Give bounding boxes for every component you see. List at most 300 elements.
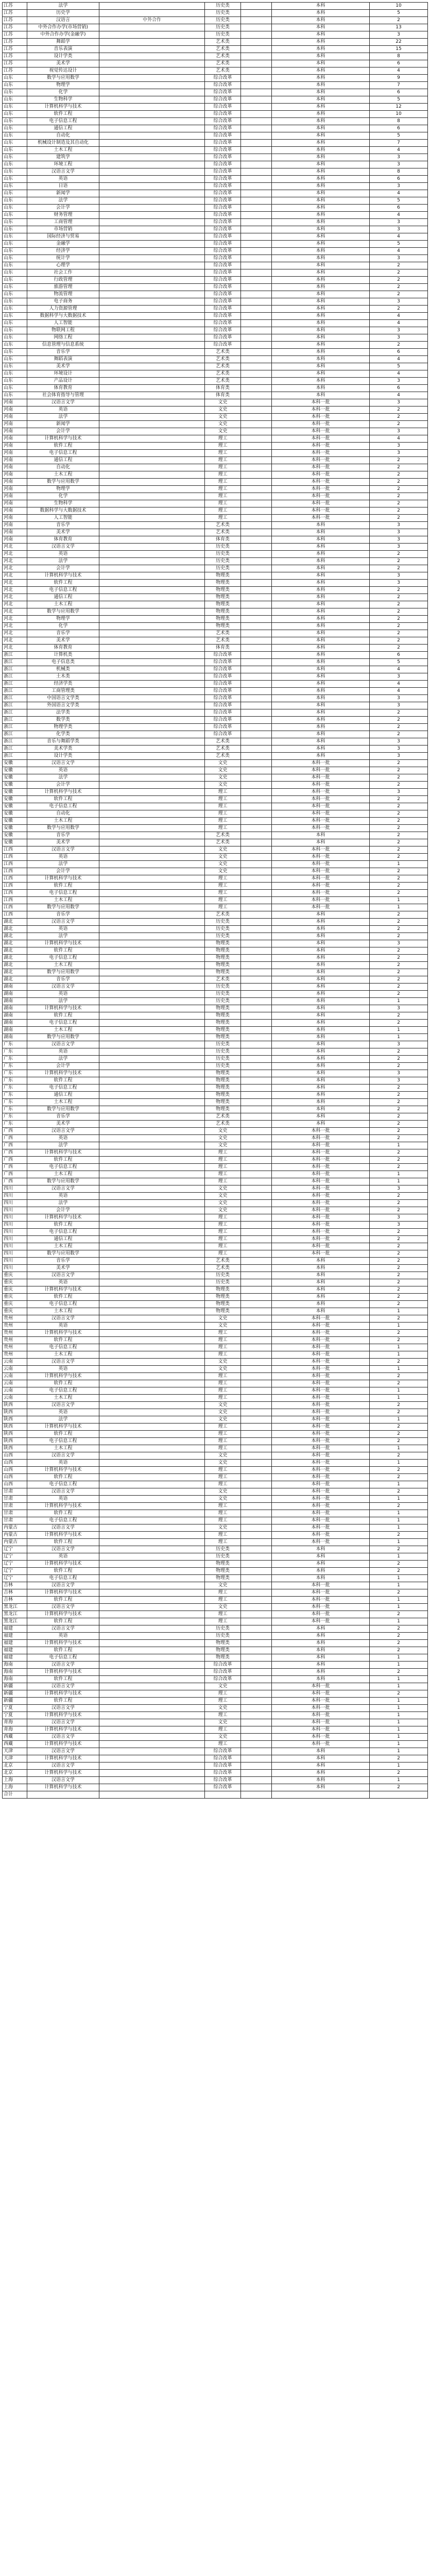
province-cell: 山东 — [3, 205, 27, 212]
major-cell: 美术学 — [27, 363, 99, 370]
category-cell: 综合改革 — [205, 1755, 241, 1762]
batch-cell — [241, 738, 272, 745]
category-cell: 文史 — [205, 1185, 241, 1193]
category-cell: 物理类 — [205, 940, 241, 947]
requirement-cell: 本科一批 — [272, 1438, 370, 1445]
batch-cell — [241, 233, 272, 241]
category-cell: 理工 — [205, 1344, 241, 1351]
table-row — [3, 1286, 428, 1294]
note-cell — [99, 1005, 205, 1012]
batch-cell — [241, 17, 272, 24]
requirement-cell: 本科 — [272, 594, 370, 601]
requirement-cell: 本科 — [272, 255, 370, 262]
requirement-cell: 本科 — [272, 3, 370, 10]
major-cell: 会计学 — [27, 1207, 99, 1214]
category-cell: 综合改革 — [205, 1669, 241, 1676]
major-cell: 数学与应用数学 — [27, 969, 99, 976]
category-cell: 体育类 — [205, 385, 241, 392]
province-cell: 山东 — [3, 255, 27, 262]
plan-count-cell: 2 — [370, 493, 428, 500]
table-row — [3, 738, 428, 745]
category-cell: 理工 — [205, 1229, 241, 1236]
requirement-cell: 本科 — [272, 320, 370, 327]
requirement-cell: 本科 — [272, 370, 370, 378]
category-cell: 物理类 — [205, 587, 241, 594]
table-row — [3, 486, 428, 493]
batch-cell — [241, 1748, 272, 1755]
table-row — [3, 1207, 428, 1214]
requirement-cell: 本科 — [272, 183, 370, 190]
category-cell: 理工 — [205, 1178, 241, 1185]
requirement-cell: 本科一批 — [272, 825, 370, 832]
major-cell: 汉语言文学 — [27, 399, 99, 406]
table-row — [3, 1301, 428, 1308]
plan-count-cell: 6 — [370, 205, 428, 212]
major-cell: 计算机科学与技术 — [27, 1770, 99, 1777]
province-cell: 山东 — [3, 147, 27, 154]
plan-count-cell: 4 — [370, 67, 428, 75]
requirement-cell: 本科 — [272, 645, 370, 652]
plan-count-cell: 3 — [370, 695, 428, 702]
plan-count-cell: 2 — [370, 832, 428, 839]
note-cell — [99, 789, 205, 796]
requirement-cell: 本科 — [272, 46, 370, 53]
province-cell: 浙江 — [3, 695, 27, 702]
batch-cell — [241, 1048, 272, 1056]
requirement-cell: 本科 — [272, 53, 370, 60]
requirement-cell: 本科 — [272, 1676, 370, 1683]
province-cell: 合计 — [3, 1791, 27, 1799]
major-cell: 电子信息工程 — [27, 803, 99, 810]
batch-cell — [241, 551, 272, 558]
category-cell: 理工 — [205, 875, 241, 883]
category-cell: 物理类 — [205, 580, 241, 587]
note-cell — [99, 608, 205, 616]
batch-cell — [241, 342, 272, 349]
note-cell — [99, 580, 205, 587]
category-cell: 文史 — [205, 1460, 241, 1467]
province-cell: 江苏 — [3, 67, 27, 75]
plan-count-cell: 3 — [370, 443, 428, 450]
note-cell — [99, 1452, 205, 1460]
province-cell: 山东 — [3, 363, 27, 370]
major-cell: 音乐学 — [27, 630, 99, 637]
note-cell — [99, 1726, 205, 1734]
plan-count-cell: 1 — [370, 998, 428, 1005]
major-cell: 汉语言文学 — [27, 1488, 99, 1496]
note-cell — [99, 306, 205, 313]
province-cell: 河南 — [3, 507, 27, 515]
category-cell: 艺术类 — [205, 1121, 241, 1128]
plan-count-cell: 1 — [370, 1705, 428, 1712]
province-cell: 四川 — [3, 1200, 27, 1207]
province-cell: 湖北 — [3, 976, 27, 984]
batch-cell — [241, 1142, 272, 1149]
note-cell — [99, 666, 205, 673]
major-cell: 计算机科学与技术 — [27, 1726, 99, 1734]
batch-cell — [241, 1323, 272, 1330]
major-cell: 通信工程 — [27, 1236, 99, 1243]
note-cell — [99, 883, 205, 890]
province-cell: 甘肃 — [3, 1496, 27, 1503]
major-cell: 法学 — [27, 558, 99, 565]
province-cell: 贵州 — [3, 1330, 27, 1337]
category-cell: 文史 — [205, 854, 241, 861]
note-cell — [99, 176, 205, 183]
batch-cell — [241, 515, 272, 522]
province-cell: 吉林 — [3, 1589, 27, 1597]
plan-count-cell: 2 — [370, 1409, 428, 1416]
table-row — [3, 1690, 428, 1698]
plan-count-cell: 2 — [370, 1063, 428, 1070]
major-cell: 工商管理类 — [27, 688, 99, 695]
category-cell: 物理类 — [205, 623, 241, 630]
requirement-cell: 本科一批 — [272, 796, 370, 803]
table-row — [3, 3, 428, 10]
plan-count-cell: 2 — [370, 1084, 428, 1092]
major-cell: 英语 — [27, 767, 99, 774]
plan-count-cell: 2 — [370, 262, 428, 269]
major-cell: 计算机类 — [27, 652, 99, 659]
table-row — [3, 1005, 428, 1012]
plan-count-cell: 1 — [370, 1712, 428, 1719]
requirement-cell: 本科 — [272, 623, 370, 630]
category-cell: 综合改革 — [205, 96, 241, 104]
major-cell: 音乐与舞蹈学类 — [27, 738, 99, 745]
plan-count-cell: 2 — [370, 306, 428, 313]
major-cell: 电子信息工程 — [27, 1438, 99, 1445]
province-cell: 山东 — [3, 140, 27, 147]
category-cell: 物理类 — [205, 969, 241, 976]
plan-count-cell: 1 — [370, 1618, 428, 1625]
province-cell: 安徽 — [3, 825, 27, 832]
table-row — [3, 1640, 428, 1647]
requirement-cell: 本科 — [272, 1027, 370, 1034]
batch-cell — [241, 1784, 272, 1791]
category-cell: 艺术类 — [205, 363, 241, 370]
batch-cell — [241, 1409, 272, 1416]
major-cell: 国际经济与贸易 — [27, 233, 99, 241]
batch-cell — [241, 580, 272, 587]
plan-count-cell: 2 — [370, 1193, 428, 1200]
batch-cell — [241, 717, 272, 724]
batch-cell — [241, 1092, 272, 1099]
table-row — [3, 976, 428, 984]
major-cell: 网络工程 — [27, 334, 99, 342]
plan-count-cell: 2 — [370, 565, 428, 572]
note-cell — [99, 1712, 205, 1719]
province-cell: 河南 — [3, 457, 27, 464]
requirement-cell: 本科 — [272, 688, 370, 695]
major-cell: 音乐学 — [27, 1258, 99, 1265]
requirement-cell: 本科一批 — [272, 1229, 370, 1236]
major-cell: 市场营销 — [27, 226, 99, 233]
province-cell: 江西 — [3, 911, 27, 919]
plan-count-cell: 1 — [370, 1510, 428, 1517]
note-cell — [99, 1178, 205, 1185]
note-cell — [99, 1092, 205, 1099]
table-row — [3, 681, 428, 688]
province-cell: 山东 — [3, 212, 27, 219]
category-cell: 理工 — [205, 1431, 241, 1438]
major-cell: 汉语言文学 — [27, 168, 99, 176]
category-cell: 文史 — [205, 1452, 241, 1460]
batch-cell — [241, 356, 272, 363]
province-cell: 河南 — [3, 529, 27, 536]
major-cell: 设计学类 — [27, 753, 99, 760]
category-cell: 理工 — [205, 450, 241, 457]
province-cell: 湖南 — [3, 984, 27, 991]
plan-count-cell: 5 — [370, 241, 428, 248]
category-cell: 物理类 — [205, 947, 241, 955]
batch-cell — [241, 154, 272, 161]
plan-count-cell: 2 — [370, 17, 428, 24]
note-cell — [99, 969, 205, 976]
province-cell: 浙江 — [3, 745, 27, 753]
note-cell — [99, 1157, 205, 1164]
requirement-cell: 本科一批 — [272, 1698, 370, 1705]
table-row — [3, 1582, 428, 1589]
province-cell: 广西 — [3, 1157, 27, 1164]
province-cell: 山东 — [3, 248, 27, 255]
major-cell: 软件工程 — [27, 1474, 99, 1481]
requirement-cell: 本科一批 — [272, 1142, 370, 1149]
major-cell: 计算机科学与技术 — [27, 1532, 99, 1539]
note-cell — [99, 709, 205, 717]
table-row — [3, 1423, 428, 1431]
major-cell: 物理学类 — [27, 724, 99, 731]
plan-count-cell: 1 — [370, 1762, 428, 1770]
category-cell: 物理类 — [205, 1012, 241, 1020]
province-cell: 安徽 — [3, 760, 27, 767]
table-row — [3, 190, 428, 197]
batch-cell — [241, 31, 272, 39]
major-cell: 计算机科学与技术 — [27, 1640, 99, 1647]
plan-count-cell: 2 — [370, 846, 428, 854]
note-cell — [99, 919, 205, 926]
major-cell: 音乐学 — [27, 522, 99, 529]
province-cell: 湖南 — [3, 1027, 27, 1034]
plan-count-cell: 2 — [370, 1243, 428, 1250]
province-cell: 江西 — [3, 868, 27, 875]
province-cell: 陕西 — [3, 1445, 27, 1452]
plan-count-cell: 2 — [370, 1301, 428, 1308]
major-cell: 英语 — [27, 1323, 99, 1330]
note-cell — [99, 681, 205, 688]
province-cell: 天津 — [3, 1748, 27, 1755]
batch-cell — [241, 1149, 272, 1157]
requirement-cell: 本科 — [272, 724, 370, 731]
major-cell: 软件工程 — [27, 1294, 99, 1301]
note-cell — [99, 897, 205, 904]
province-cell: 内蒙古 — [3, 1524, 27, 1532]
plan-count-cell: 2 — [370, 1474, 428, 1481]
requirement-cell: 本科一批 — [272, 1149, 370, 1157]
note-cell — [99, 688, 205, 695]
province-cell: 重庆 — [3, 1286, 27, 1294]
category-cell: 文史 — [205, 1135, 241, 1142]
note-cell — [99, 1423, 205, 1431]
note-cell — [99, 284, 205, 291]
plan-count-cell: 2 — [370, 1532, 428, 1539]
major-cell: 建筑学 — [27, 154, 99, 161]
note-cell — [99, 846, 205, 854]
note-cell — [99, 601, 205, 608]
requirement-cell: 本科 — [272, 926, 370, 933]
category-cell: 理工 — [205, 810, 241, 818]
note-cell — [99, 1164, 205, 1171]
major-cell: 电子信息工程 — [27, 1344, 99, 1351]
plan-count-cell: 3 — [370, 399, 428, 406]
plan-count-cell: 2 — [370, 1149, 428, 1157]
category-cell: 艺术类 — [205, 745, 241, 753]
note-cell — [99, 1149, 205, 1157]
category-cell: 理工 — [205, 1243, 241, 1250]
major-cell: 汉语言文学 — [27, 1524, 99, 1532]
batch-cell — [241, 414, 272, 421]
province-cell: 贵州 — [3, 1323, 27, 1330]
category-cell: 文史 — [205, 1128, 241, 1135]
table-row — [3, 183, 428, 190]
province-cell: 河南 — [3, 522, 27, 529]
province-cell: 浙江 — [3, 753, 27, 760]
category-cell: 物理类 — [205, 1084, 241, 1092]
note-cell — [99, 168, 205, 176]
batch-cell — [241, 1351, 272, 1359]
requirement-cell: 本科 — [272, 673, 370, 681]
province-cell: 江苏 — [3, 24, 27, 31]
plan-count-cell — [370, 1791, 428, 1799]
note-cell — [99, 471, 205, 479]
major-cell: 心理学 — [27, 262, 99, 269]
requirement-cell: 本科一批 — [272, 1539, 370, 1546]
table-row — [3, 1344, 428, 1351]
plan-count-cell: 2 — [370, 839, 428, 846]
plan-count-cell: 2 — [370, 947, 428, 955]
province-cell: 云南 — [3, 1366, 27, 1373]
batch-cell — [241, 1698, 272, 1705]
batch-cell — [241, 976, 272, 984]
note-cell — [99, 645, 205, 652]
category-cell: 理工 — [205, 1503, 241, 1510]
table-row — [3, 1546, 428, 1553]
note-cell — [99, 1791, 205, 1799]
table-row — [3, 601, 428, 608]
major-cell: 物联网工程 — [27, 327, 99, 334]
table-row — [3, 1243, 428, 1250]
province-cell: 山东 — [3, 75, 27, 82]
plan-count-cell: 10 — [370, 3, 428, 10]
plan-count-cell: 2 — [370, 760, 428, 767]
province-cell: 湖南 — [3, 1034, 27, 1041]
plan-count-cell: 9 — [370, 75, 428, 82]
note-cell — [99, 1402, 205, 1409]
batch-cell — [241, 875, 272, 883]
table-row — [3, 385, 428, 392]
requirement-cell: 本科一批 — [272, 774, 370, 782]
plan-count-cell: 1 — [370, 1171, 428, 1178]
category-cell: 理工 — [205, 1157, 241, 1164]
category-cell: 物理类 — [205, 1654, 241, 1662]
batch-cell — [241, 1402, 272, 1409]
note-cell — [99, 1633, 205, 1640]
table-row — [3, 443, 428, 450]
province-cell: 河南 — [3, 536, 27, 544]
batch-cell — [241, 1286, 272, 1294]
category-cell: 综合改革 — [205, 313, 241, 320]
table-row — [3, 1698, 428, 1705]
batch-cell — [241, 82, 272, 89]
batch-cell — [241, 594, 272, 601]
batch-cell — [241, 1279, 272, 1286]
requirement-cell: 本科一批 — [272, 1488, 370, 1496]
major-cell: 计算机科学与技术 — [27, 875, 99, 883]
requirement-cell: 本科一批 — [272, 883, 370, 890]
province-cell: 山东 — [3, 168, 27, 176]
table-row — [3, 666, 428, 673]
category-cell: 文史 — [205, 760, 241, 767]
province-cell: 广东 — [3, 1099, 27, 1106]
requirement-cell: 本科 — [272, 551, 370, 558]
category-cell: 历史类 — [205, 31, 241, 39]
note-cell — [99, 825, 205, 832]
category-cell: 理工 — [205, 471, 241, 479]
category-cell: 历史类 — [205, 1279, 241, 1286]
category-cell: 历史类 — [205, 1048, 241, 1056]
batch-cell — [241, 1445, 272, 1452]
plan-count-cell: 2 — [370, 991, 428, 998]
batch-cell — [241, 1229, 272, 1236]
table-row — [3, 940, 428, 947]
province-cell: 山东 — [3, 334, 27, 342]
category-cell: 综合改革 — [205, 183, 241, 190]
note-cell — [99, 695, 205, 702]
requirement-cell: 本科 — [272, 608, 370, 616]
major-cell: 英语 — [27, 406, 99, 414]
category-cell: 综合改革 — [205, 147, 241, 154]
plan-count-cell: 2 — [370, 1157, 428, 1164]
category-cell: 物理类 — [205, 1020, 241, 1027]
category-cell: 综合改革 — [205, 724, 241, 731]
table-row — [3, 53, 428, 60]
requirement-cell: 本科 — [272, 630, 370, 637]
province-cell: 天津 — [3, 1755, 27, 1762]
batch-cell — [241, 334, 272, 342]
table-row — [3, 1625, 428, 1633]
province-cell: 山东 — [3, 241, 27, 248]
province-cell: 四川 — [3, 1207, 27, 1214]
note-cell — [99, 796, 205, 803]
province-cell: 浙江 — [3, 709, 27, 717]
province-cell: 重庆 — [3, 1272, 27, 1279]
requirement-cell: 本科 — [272, 125, 370, 132]
requirement-cell: 本科 — [272, 544, 370, 551]
major-cell: 日语 — [27, 183, 99, 190]
batch-cell — [241, 1236, 272, 1243]
major-cell: 信息管理与信息系统 — [27, 342, 99, 349]
batch-cell — [241, 695, 272, 702]
note-cell — [99, 507, 205, 515]
note-cell — [99, 551, 205, 558]
batch-cell — [241, 652, 272, 659]
batch-cell — [241, 529, 272, 536]
table-row — [3, 334, 428, 342]
batch-cell — [241, 349, 272, 356]
requirement-cell: 本科 — [272, 306, 370, 313]
note-cell — [99, 1467, 205, 1474]
note-cell — [99, 104, 205, 111]
table-row — [3, 659, 428, 666]
